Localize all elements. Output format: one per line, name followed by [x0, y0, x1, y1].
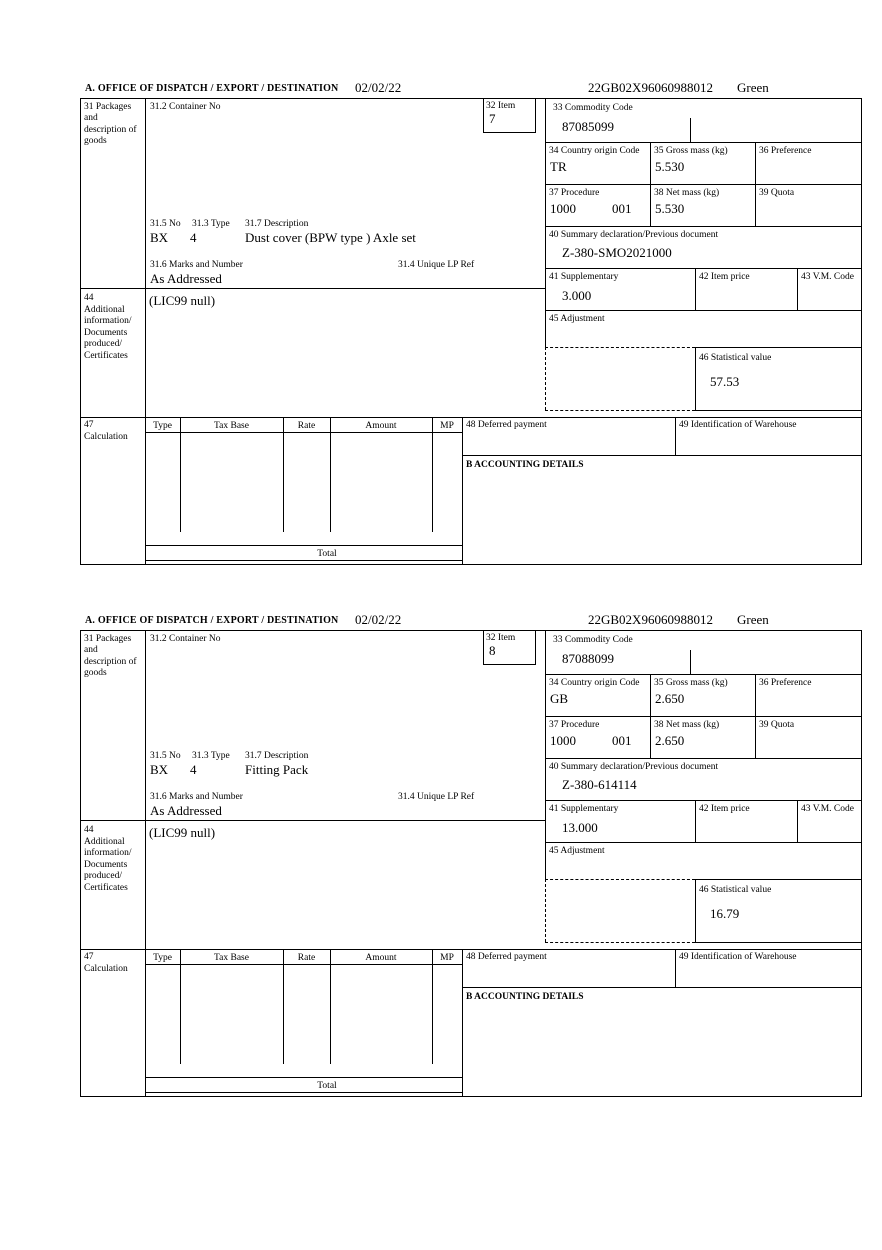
grid-line-v	[283, 949, 284, 1064]
supplementary-value: 13.000	[562, 820, 598, 835]
grid-line-h	[545, 226, 862, 227]
grid-line-h	[483, 664, 536, 665]
grid-line-h	[545, 142, 862, 143]
grid-line-v	[861, 630, 862, 1097]
grid-line-h	[80, 288, 545, 289]
box45-adjustment-label: 45 Adjustment	[549, 846, 605, 856]
box40-summary-declaration-label: 40 Summary declaration/Previous document	[549, 230, 719, 240]
grid-line-h	[80, 564, 862, 565]
table-header-rate: Rate	[297, 953, 316, 963]
grid-line-h	[80, 417, 862, 418]
box35-gross-mass-label: 35 Gross mass (kg)	[654, 146, 728, 156]
box42-item-price-label: 42 Item price	[699, 272, 750, 282]
grid-line-dashed	[545, 942, 695, 943]
procedure-value: 1000	[550, 201, 576, 216]
grid-line-v	[755, 142, 756, 227]
box34-country-origin-label: 34 Country origin Code	[549, 146, 640, 156]
grid-line-h	[483, 132, 536, 133]
box41-supplementary-label: 41 Supplementary	[549, 804, 619, 814]
box39-quota-label: 39 Quota	[759, 720, 795, 730]
box31-7-description-label: 31.7 Description	[245, 751, 309, 761]
box39-quota-label: 39 Quota	[759, 188, 795, 198]
grid-line-v	[545, 630, 546, 879]
table-header-tax-base: Tax Base	[214, 421, 249, 431]
grid-line-v	[283, 417, 284, 532]
grid-line-h	[545, 268, 862, 269]
office-of-dispatch-header: A. OFFICE OF DISPATCH / EXPORT / DESTINATION	[85, 83, 339, 94]
table-header-rate: Rate	[297, 421, 316, 431]
grid-line-v	[675, 417, 676, 455]
commodity-code-subdivider	[690, 118, 691, 142]
grid-line-h	[695, 410, 861, 411]
box31-3-type-label: 31.3 Type	[192, 219, 230, 229]
box33-commodity-code-label: 33 Commodity Code	[553, 635, 633, 645]
gross-mass-value: 2.650	[655, 691, 685, 706]
grid-line-h	[145, 545, 463, 546]
supplementary-value: 3.000	[562, 288, 592, 303]
box31-4-unique-lp-ref-label: 31.4 Unique LP Ref	[398, 260, 475, 270]
grid-line-dashed	[545, 347, 695, 348]
grid-line-v	[330, 417, 331, 532]
package-type-value: 4	[190, 762, 197, 777]
box31-6-marks-label: 31.6 Marks and Number	[150, 260, 243, 270]
box47-number-label: 47	[84, 952, 94, 962]
box31-6-marks-label: 31.6 Marks and Number	[150, 792, 243, 802]
table-total-label: Total	[317, 1081, 337, 1091]
commodity-code-subdivider	[690, 650, 691, 674]
grid-line-v	[755, 674, 756, 759]
net-mass-value: 2.650	[655, 733, 685, 748]
box31-packages-label: 31 Packages and description of goods	[84, 634, 137, 679]
grid-line-h	[80, 820, 545, 821]
grid-line-v	[535, 630, 536, 665]
grid-line-h	[80, 98, 862, 99]
grid-line-v	[695, 800, 696, 843]
box48-deferred-payment-label: 48 Deferred payment	[466, 420, 547, 430]
box44-number-label: 44	[84, 293, 94, 303]
grid-line-v	[483, 98, 484, 133]
table-header-mp: MP	[440, 421, 454, 431]
sad-item-block	[0, 612, 882, 1144]
grid-line-h	[462, 455, 861, 456]
item-number-value: 7	[489, 111, 496, 126]
box31-5-no-label: 31.5 No	[150, 751, 181, 761]
grid-line-v	[483, 630, 484, 665]
grid-line-dashed	[545, 879, 546, 942]
grid-line-v	[650, 142, 651, 227]
grid-line-dashed	[545, 347, 546, 410]
box31-2-container-label: 31.2 Container No	[150, 102, 221, 112]
box44-additional-info-label: Additional information/ Documents produced/ Certificates	[84, 837, 132, 893]
grid-line-v	[330, 949, 331, 1064]
goods-description-value: Dust cover (BPW type ) Axle set	[245, 230, 416, 245]
grid-line-h	[695, 942, 861, 943]
box44-additional-info-label: Additional information/ Documents produced/ Certificates	[84, 305, 132, 361]
box47-calculation-label: Calculation	[84, 964, 128, 974]
box36-preference-label: 36 Preference	[759, 146, 812, 156]
box40-summary-declaration-label: 40 Summary declaration/Previous document	[549, 762, 719, 772]
box32-item-label: 32 Item	[486, 633, 516, 643]
goods-description-value: Fitting Pack	[245, 762, 309, 777]
grid-line-h	[80, 949, 862, 950]
procedure-value: 1000	[550, 733, 576, 748]
box31-5-no-label: 31.5 No	[150, 219, 181, 229]
box38-net-mass-label: 38 Net mass (kg)	[654, 188, 720, 198]
grid-line-h	[462, 987, 861, 988]
package-no-value: BX	[150, 762, 169, 777]
box37-procedure-label: 37 Procedure	[549, 720, 600, 730]
box35-gross-mass-label: 35 Gross mass (kg)	[654, 678, 728, 688]
grid-line-v	[650, 674, 651, 759]
marks-and-number-value: As Addressed	[150, 271, 222, 286]
header-date: 02/02/22	[355, 612, 402, 627]
grid-line-h	[545, 310, 862, 311]
box36-preference-label: 36 Preference	[759, 678, 812, 688]
grid-line-v	[462, 417, 463, 565]
box37-procedure-label: 37 Procedure	[549, 188, 600, 198]
sad-item-block	[0, 80, 882, 612]
table-total-label: Total	[317, 549, 337, 559]
additional-information-value: (LIC99 null)	[149, 825, 216, 840]
grid-line-v	[797, 800, 798, 843]
additional-information-value: (LIC99 null)	[149, 293, 216, 308]
grid-line-v	[695, 879, 696, 942]
box43-vm-code-label: 43 V.M. Code	[801, 804, 854, 814]
header-reference: 22GB02X96060988012	[588, 612, 713, 627]
box43-vm-code-label: 43 V.M. Code	[801, 272, 854, 282]
box38-net-mass-label: 38 Net mass (kg)	[654, 720, 720, 730]
statistical-value: 57.53	[710, 374, 740, 389]
table-header-mp: MP	[440, 953, 454, 963]
box34-country-origin-label: 34 Country origin Code	[549, 678, 640, 688]
gross-mass-value: 5.530	[655, 159, 685, 174]
box31-3-type-label: 31.3 Type	[192, 751, 230, 761]
accounting-details-label: B ACCOUNTING DETAILS	[466, 460, 584, 470]
box31-7-description-label: 31.7 Description	[245, 219, 309, 229]
table-header-type: Type	[153, 953, 172, 963]
office-of-dispatch-header: A. OFFICE OF DISPATCH / EXPORT / DESTINATION	[85, 615, 339, 626]
grid-line-h	[80, 630, 862, 631]
table-header-tax-base: Tax Base	[214, 953, 249, 963]
accounting-details-label: B ACCOUNTING DETAILS	[466, 992, 584, 1002]
grid-line-h	[545, 674, 862, 675]
grid-line-v	[432, 417, 433, 532]
country-origin-value: GB	[550, 691, 569, 706]
grid-line-v	[535, 98, 536, 133]
grid-line-v	[675, 949, 676, 987]
grid-line-h	[545, 716, 862, 717]
grid-line-h	[695, 879, 861, 880]
box31-packages-label: 31 Packages and description of goods	[84, 102, 137, 147]
grid-line-v	[861, 98, 862, 565]
box46-statistical-value-label: 46 Statistical value	[699, 885, 772, 895]
statistical-value: 16.79	[710, 906, 740, 921]
package-no-value: BX	[150, 230, 169, 245]
header-route-status: Green	[737, 80, 769, 95]
grid-line-v	[462, 949, 463, 1097]
box41-supplementary-label: 41 Supplementary	[549, 272, 619, 282]
table-header-type: Type	[153, 421, 172, 431]
commodity-code-value: 87085099	[562, 119, 614, 134]
grid-line-h	[545, 842, 862, 843]
grid-line-v	[80, 98, 81, 565]
box33-commodity-code-label: 33 Commodity Code	[553, 103, 633, 113]
grid-line-h	[80, 1096, 862, 1097]
grid-line-v	[180, 949, 181, 1064]
grid-line-v	[797, 268, 798, 311]
box45-adjustment-label: 45 Adjustment	[549, 314, 605, 324]
grid-line-v	[545, 98, 546, 347]
grid-line-h	[695, 347, 861, 348]
marks-and-number-value: As Addressed	[150, 803, 222, 818]
country-origin-value: TR	[550, 159, 567, 174]
box32-item-label: 32 Item	[486, 101, 516, 111]
procedure-extra-value: 001	[612, 733, 632, 748]
previous-document-value: Z-380-614114	[562, 777, 637, 792]
grid-line-dashed	[545, 879, 695, 880]
package-type-value: 4	[190, 230, 197, 245]
box47-number-label: 47	[84, 420, 94, 430]
grid-line-v	[432, 949, 433, 1064]
grid-line-h	[545, 800, 862, 801]
grid-line-h	[145, 1077, 463, 1078]
commodity-code-value: 87088099	[562, 651, 614, 666]
grid-line-dashed	[545, 410, 695, 411]
grid-line-v	[180, 417, 181, 532]
header-date: 02/02/22	[355, 80, 402, 95]
header-route-status: Green	[737, 612, 769, 627]
box49-warehouse-label: 49 Identification of Warehouse	[679, 420, 797, 430]
box46-statistical-value-label: 46 Statistical value	[699, 353, 772, 363]
box31-2-container-label: 31.2 Container No	[150, 634, 221, 644]
table-header-amount: Amount	[365, 953, 397, 963]
header-reference: 22GB02X96060988012	[588, 80, 713, 95]
grid-line-v	[695, 268, 696, 311]
grid-line-v	[695, 347, 696, 410]
box44-number-label: 44	[84, 825, 94, 835]
box47-calculation-label: Calculation	[84, 432, 128, 442]
table-header-amount: Amount	[365, 421, 397, 431]
grid-line-v	[80, 630, 81, 1097]
box42-item-price-label: 42 Item price	[699, 804, 750, 814]
box48-deferred-payment-label: 48 Deferred payment	[466, 952, 547, 962]
procedure-extra-value: 001	[612, 201, 632, 216]
grid-line-h	[545, 184, 862, 185]
grid-line-h	[545, 758, 862, 759]
item-number-value: 8	[489, 643, 496, 658]
grid-line-v	[145, 98, 146, 565]
box31-4-unique-lp-ref-label: 31.4 Unique LP Ref	[398, 792, 475, 802]
box49-warehouse-label: 49 Identification of Warehouse	[679, 952, 797, 962]
previous-document-value: Z-380-SMO2021000	[562, 245, 672, 260]
grid-line-v	[145, 630, 146, 1097]
net-mass-value: 5.530	[655, 201, 685, 216]
